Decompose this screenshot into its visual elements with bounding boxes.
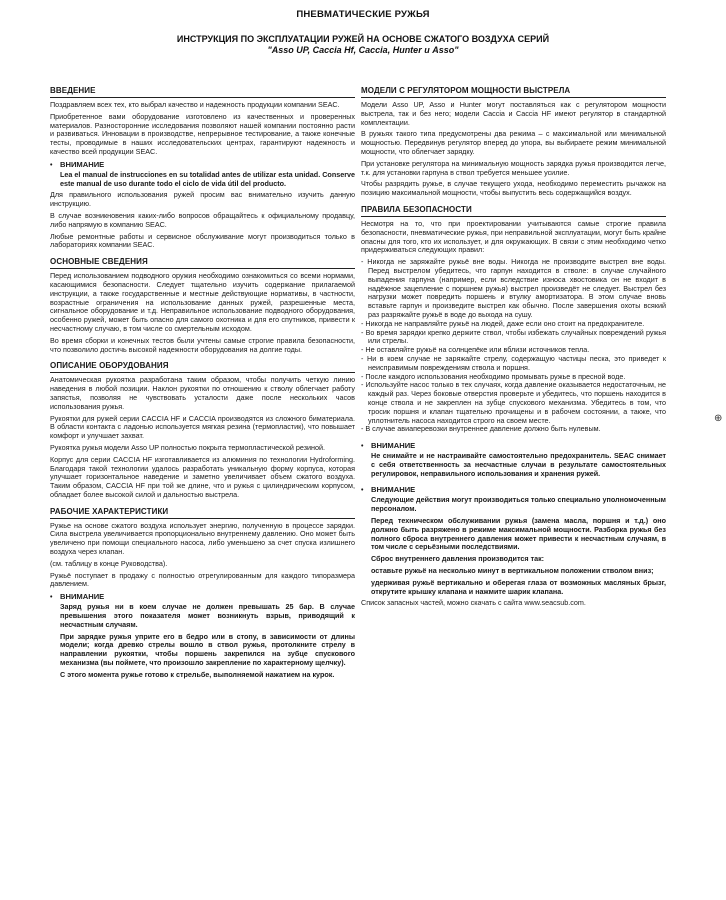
warning-title-text: ВНИМАНИЕ <box>371 441 416 451</box>
paragraph: В ружьях такого типа предусмотрены два режима – с максимальной или минимальной мощностью. Передвинув регулятор вперед до упора, вы выбираете режим минимальной мощности, что облегчает зарядку. <box>361 129 666 156</box>
warning-box <box>50 603 355 679</box>
paragraph: Чтобы разрядить ружье, в случае текущего ухода, необходимо переместить рычажок на позицию максимальной мощности, чтобы выпустить весь содержащийся воздух. <box>361 179 666 198</box>
page-subtitle <box>0 34 726 56</box>
paragraph: Рукоятки для ружей серии CACCIA HF и CACCIA производятся из сложного биматериала. В области контакта с ладонью используется мягкая резина (термопластик), что повышает комфорт и улучшает захват. <box>50 413 355 441</box>
paragraph: Ружьё поступает в продажу с полностью отрегулированным для каждого типоразмера давлением. <box>50 570 355 589</box>
subtitle-line: ИНСТРУКЦИЯ ПО ЭКСПЛУАТАЦИИ РУЖЕЙ НА ОСНОВЕ СЖАТОГО ВОЗДУХА СЕРИЙ <box>176 34 550 44</box>
warning-text: Не снимайте и не настраивайте самостоятельно предохранитель. SEAC снимает с себя ответственность за несчастные случаи в результате самостоятельных регулировок, неправильного использования и хранения ружей. <box>371 451 666 478</box>
warning-box <box>50 171 355 189</box>
paragraph: Приобретенное вами оборудование изготовлено из качественных и проверенных материалов. Разносторонние исследования позволяют нашей компании постоянно расти и развиваться. Инновации в производстве, непрерывное тестирование, а также конечные тесты, проводимые в наших исследовательских центрах, гарантируют надежность и качество всей продукции SEAC. <box>50 111 355 156</box>
warning-text: Следующие действия могут производиться только специально уполномоченным персоналом. <box>371 495 666 514</box>
left-column <box>50 86 355 683</box>
warning-text: При зарядке ружья уприте его в бедро или в стопу, в зависимости от длины модели; когда древко стрелы вошло в ствол ружья, протолкните стрелу в направлении рукоятки, чтобы поршень закрепился на зубце спускового механизма (вы поймете, что произошло закрепление по характерному щелчку). <box>60 631 355 668</box>
right-column <box>361 86 666 611</box>
warning-bullet-icon: • <box>361 487 364 495</box>
section-heading-basics: ОСНОВНЫЕ СВЕДЕНИЯ <box>50 257 355 269</box>
warning-title-text: ВНИМАНИЕ <box>60 159 105 169</box>
warning-text: С этого момента ружье готово к стрельбе, выполняемой нажатием на курок. <box>60 669 335 679</box>
section-heading-regulator: МОДЕЛИ С РЕГУЛЯТОРОМ МОЩНОСТИ ВЫСТРЕЛА <box>361 86 666 98</box>
paragraph: Корпус для серии CACCIA HF изготавливается из алюминия по технологии Hydroforming. Благодаря такой технологии удалось разработать уникальную форму корпуса, которая улучшает горизонтальное наведение и заметно увеличивает объем сжатого воздуха. Таким образом, CACCIA HF при той же длине, что и ружья с цилиндрическим корпусом, обладает более высокой силой и дальностью выстрела. <box>50 454 355 499</box>
warning-bullet-icon: • <box>50 594 53 602</box>
paragraph: Поздравляем всех тех, кто выбрал качество и надежность продукции компании SEAC. <box>50 100 340 109</box>
warning-text: Lea el manual de instrucciones en su totalidad antes de utilizar esta unidad. Conserve este manual de uso durante todo el ciclo de vida útil del producto. <box>60 169 355 188</box>
warning-box <box>361 496 666 596</box>
warning-title <box>50 160 355 170</box>
warning-text: Перед техническом обслуживании ружья (замена масла, поршня и т.д.) оно должно быть разряжено в режиме максимальной мощности. Разборка ружья без полного сброса внутреннего давления может привести к несчастным случаям, в том числе с серьёзными последствиями. <box>371 516 666 552</box>
cursor-icon: ⊕ <box>714 413 723 424</box>
footer-note: Список запасных частей, можно скачать с сайта www.seacsub.com. <box>361 598 586 608</box>
safety-rules-list <box>361 258 666 434</box>
section-heading-equipment: ОПИСАНИЕ ОБОРУДОВАНИЯ <box>50 361 355 373</box>
section-heading-safety: ПРАВИЛА БЕЗОПАСНОСТИ <box>361 205 666 217</box>
paragraph: Любые ремонтные работы и сервисное обслуживание могут производиться только в лабораториях компании SEAC. <box>50 231 355 250</box>
warning-title-text: ВНИМАНИЕ <box>371 485 416 495</box>
paragraph: Несмотря на то, что при проектировании учитываются самые строгие правила безопасности, пневматические ружья, при неправильной эксплуатации, могут быть крайне опасны для того, кто их использует, и для окружающих. В связи с этим необходимо четко придерживаться следующих правил: <box>361 218 666 255</box>
warning-title-text: ВНИМАНИЕ <box>60 592 105 602</box>
section-heading-intro: ВВЕДЕНИЕ <box>50 86 355 98</box>
list-item: - Никогда не направляйте ружьё на людей, даже если оно стоит на предохранителе. <box>361 320 666 329</box>
list-item: - Ни в коем случае не заряжайте стрелу, содержащую частицы песка, это приведет к неисправимым повреждениям ствола и поршня. <box>361 355 666 373</box>
warning-text: оставьте ружьё на несколько минут в вертикальном положении стволом вниз; <box>371 566 654 576</box>
paragraph: (см. таблицу в конце Руководства). <box>50 558 168 568</box>
paragraph: Модели Asso UP, Asso и Hunter могут поставляться как с регулятором мощности выстрела, так и без него; модели Caccia и Caccia HF имеют регулятор в стандартной комплектации. <box>361 100 666 127</box>
section-heading-specs: РАБОЧИЕ ХАРАКТЕРИСТИКИ <box>50 507 355 519</box>
warning-title <box>361 485 666 495</box>
paragraph: Ружье на основе сжатого воздуха использует энергию, полученную в процессе зарядки. Сила выстрела увеличивается пропорционально внутреннему давлению. Оно может быть увеличено при помощи специального насоса, либо уменьшено за счет спуска излишнего воздуха через клапан. <box>50 520 355 557</box>
warning-title <box>50 592 355 602</box>
warning-text: Сброс внутреннего давления производится так: <box>371 554 545 564</box>
warning-title <box>361 441 666 451</box>
warning-bullet-icon: • <box>50 161 53 169</box>
paragraph: Анатомическая рукоятка разработана таким образом, чтобы получить четкую линию наведения в любой позиции. Наклон рукоятки по отношению к стволу облегчает работу запястья, позволяя не чувствовать усталости даже после нескольких часов использования ружья. <box>50 375 355 411</box>
list-item: - Используйте насос только в тех случаях, когда давление оказывается недостаточным, не каждый раз. Через боковые отверстия проверьте и убедитесь, что поршень находится в конце ствола и не закреплен на зубце спускового механизма. Убедитесь в том, что тросик поршня и клапан тщательно прочищены и в рабочем состоянии, а также, что уплотнитель насоса находится строго на своем месте. <box>361 381 666 425</box>
warning-text: Заряд ружья ни в коем случае не должен превышать 25 бар. В случае превышения этого показателя может возникнуть взрыв, приводящий к несчастным случаям. <box>60 602 355 629</box>
subtitle-models: "Asso UP, Caccia Hf, Caccia, Hunter и Asso" <box>267 45 459 55</box>
warning-box <box>361 452 666 478</box>
list-item: - Во время зарядки крепко держите ствол, чтобы избежать случайных повреждений ружья или стрелы. <box>361 329 666 347</box>
paragraph: Перед использованием подводного оружия необходимо ознакомиться со всеми нормами, касающимися безопасности. Следует тщательно изучить содержание прилагаемой инструкции, а также государственные и местные действующие нормативы, в частности, возрастные ограничения на использование данных ружей, разрешенные места, сигнальное оборудование и т.д. Неправильное использование подводного оборудования, особенно ружей, может быть опасно для самого охотника и для его спутников, привести к несчастному случаю, в том числе со смертельным исходом. <box>50 271 355 333</box>
list-item: - В случае авиаперевозки внутреннее давление должно быть нулевым. <box>361 425 666 434</box>
paragraph: При установке регулятора на минимальную мощность зарядка ружья производится легче, т.к. для установки гарпуна в ствол требуется меньшее усилие. <box>361 158 666 177</box>
warning-bullet-icon: • <box>361 443 364 451</box>
list-item: - Никогда не заряжайте ружьё вне воды. Никогда не производите выстрел вне воды. Перед выстрелом убедитесь, что гарпун находится в стволе: в случае случайного выпадения гарпуна (например, если вследствие износа хвостовика он не входит в надёжное зацепление с поршнем ружья) выстрел произведёт не следует. Выстрел без нагрузки может повредить поршень и втулку амортизатора. В этом случае вновь вставьте гарпун и произведите выстрел как обычно. После завершения охоты всякий раз разряжайте ружьё в воде до выхода на сушу. <box>361 258 666 320</box>
paragraph: Во время сборки и конечных тестов были учтены самые строгие правила безопасности, что позволило достичь высокой надежности оборудования на долгие годы. <box>50 335 355 354</box>
paragraph: Для правильного использования ружей просим вас внимательно изучить данную инструкцию. <box>50 190 355 209</box>
paragraph: В случае возникновения каких-либо вопросов обращайтесь к официальному продавцу, либо напрямую в компанию SEAC. <box>50 210 355 229</box>
list-item: - Не оставляйте ружьё на солнцепёке или вблизи источников тепла. <box>361 346 666 355</box>
list-item: - После каждого использования необходимо промывать ружье в пресной воде. <box>361 373 666 382</box>
page-title: ПНЕВМАТИЧЕСКИЕ РУЖЬЯ <box>296 9 430 20</box>
warning-text: удерживая ружьё вертикально и оберегая глаза от возможных масляных брызг, открутите крышку клапана и нажмите шарик клапана. <box>371 577 666 596</box>
paragraph: Рукоятка ружья модели Asso UP полностью покрыта термопластической резиной. <box>50 442 326 452</box>
